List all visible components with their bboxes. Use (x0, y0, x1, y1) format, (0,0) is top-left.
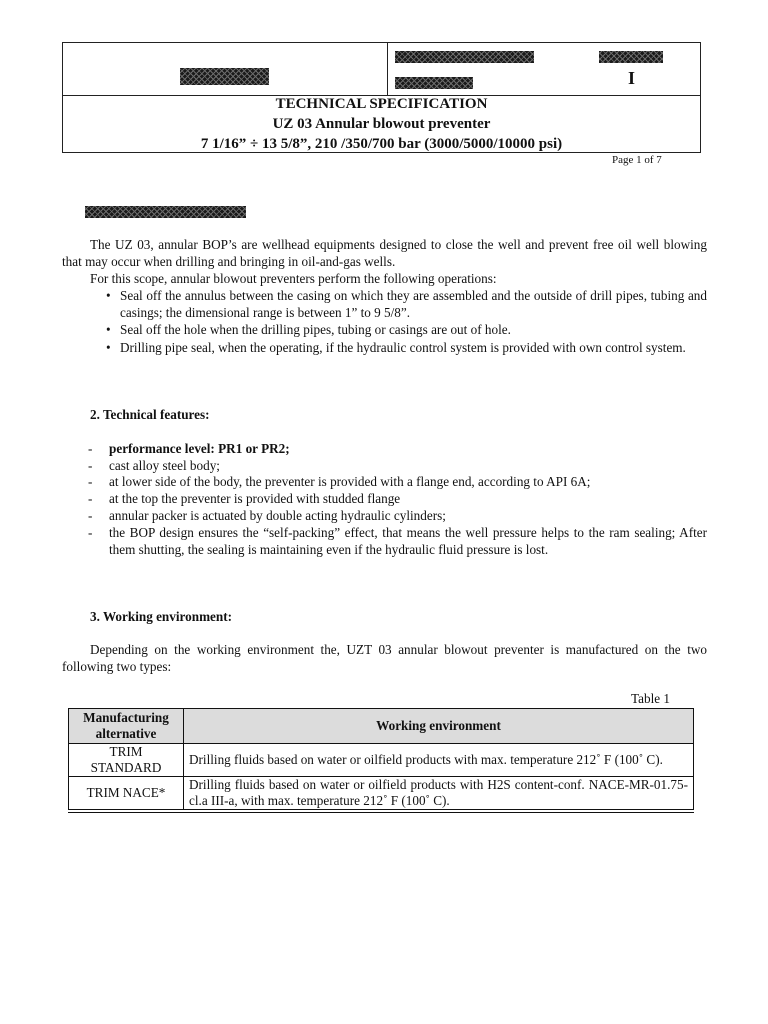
doc-title: TECHNICAL SPECIFICATION (275, 96, 488, 112)
bullet-marker: • (106, 288, 111, 303)
table-cell-environment: Drilling fluids based on water or oilfield products with H2S content-conf. NACE-MR-01.75-cl.a III-a, with max. temperature 212˚ F (100˚ C). (184, 777, 694, 810)
scope-sentence: For this scope, annular blowout preventers perform the following operations: (90, 271, 497, 286)
feature-item: the BOP design ensures the “self-packing” effect, that means the well pressure helps to the ram sealing; After them shutting, the sealing is maintaining even if the hydraulic fluid pressure is lost. (109, 525, 707, 557)
redacted-doc-code (395, 51, 534, 63)
doc-size-rating: 7 1/16” ÷ 13 5/8”, 210 /350/700 bar (3000/5000/10000 psi) (200, 136, 563, 152)
table-header-cell: Working environment (184, 709, 694, 744)
dash-marker: - (88, 458, 93, 473)
header-divider-vertical (387, 43, 388, 95)
bullet-marker: • (106, 340, 111, 355)
dash-marker: - (88, 525, 93, 540)
working-environment-paragraph: Depending on the working environment the, UZT 03 annular blowout preventer is manufactured on the two following two types: (62, 642, 707, 674)
dash-marker: - (88, 474, 93, 489)
table-cell-alternative: TRIM NACE* (69, 777, 184, 810)
redacted-rev-label (599, 51, 663, 63)
doc-subtitle: UZ 03 Annular blowout preventer (272, 116, 491, 132)
feature-item: performance level: PR1 or PR2; (109, 441, 290, 456)
feature-item: at the top the preventer is provided with studded flange (109, 491, 401, 506)
working-environment-table (68, 708, 694, 810)
table-cell-alternative: TRIM STANDARD (69, 744, 184, 777)
table-header-cell: Manufacturing alternative (69, 709, 184, 744)
revision-letter: I (628, 68, 636, 88)
section-heading-working-environment: 3. Working environment: (90, 609, 233, 624)
page-number: Page 1 of 7 (612, 154, 662, 166)
table-row (69, 777, 694, 810)
table-row (69, 744, 694, 777)
bullet-item: Seal off the annulus between the casing on which they are assembled and the outside of drill pipes, tubing and casings; the dimensional range is between 1” to 9 5/8”. (120, 288, 707, 320)
bullet-item: Seal off the hole when the drilling pipes, tubing or casings are out of hole. (120, 322, 511, 337)
table-header-row (69, 709, 694, 744)
redacted-section-heading (85, 206, 246, 218)
bullet-marker: • (106, 322, 111, 337)
feature-item: cast alloy steel body; (109, 458, 220, 473)
table-caption: Table 1 (631, 691, 670, 706)
header-box (62, 42, 701, 153)
dash-marker: - (88, 508, 93, 523)
dash-marker: - (88, 491, 93, 506)
table-double-border (68, 812, 694, 813)
section-heading-technical-features: 2. Technical features: (90, 407, 210, 422)
redacted-doc-number (395, 77, 473, 89)
intro-paragraph: The UZ 03, annular BOP’s are wellhead equipments designed to close the well and prevent free oil well blowing that may occur when drilling and bringing in oil-and-gas wells. (62, 237, 707, 269)
feature-item: annular packer is actuated by double acting hydraulic cylinders; (109, 508, 446, 523)
redacted-logo (180, 68, 269, 85)
table-cell-environment: Drilling fluids based on water or oilfield products with max. temperature 212˚ F (100˚ C). (184, 744, 694, 777)
dash-marker: - (88, 441, 93, 456)
bullet-item: Drilling pipe seal, when the operating, if the hydraulic control system is provided with own control system. (120, 340, 686, 355)
feature-item: at lower side of the body, the preventer is provided with a flange end, according to API 6A; (109, 474, 591, 489)
